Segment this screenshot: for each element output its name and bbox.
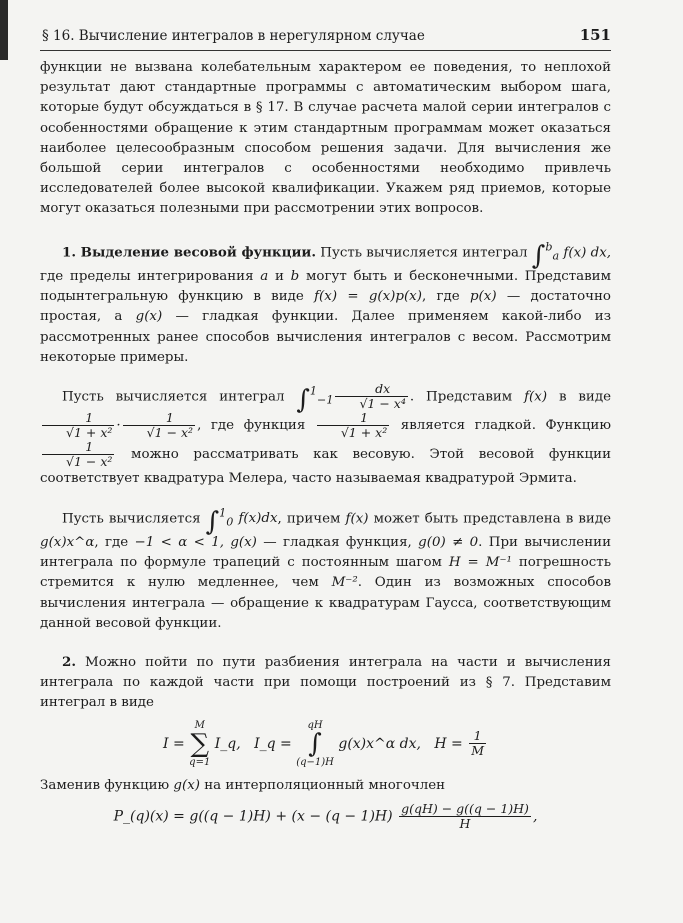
scan-edge [0,0,8,60]
page-number: 151 [579,26,611,44]
paragraph-splitting: 2. Можно пойти по пути разбиения интеграла на части и вычисления интеграла по каждой части при помощи построений из § 7. Представим интеграл в виде [40,654,611,711]
section-heading-2: 2. [62,654,76,671]
paragraph-intro: функции не вызвана колебательным характером ее поведения, то неплохой результат дают стандартные программы с автоматическим выбором шага, которые будут обсуждаться в § 17. В случае расчета малой серии интегралов с особенностями обращение к этим стандартным программам может оказаться наиболее целесообразным способом решения задачи. Для вычисления же большой серии интегралов с особенностями необходимо привлечь исследователей более высокой квалификации. Укажем ряд приемов, которые могут оказаться полезными при рассмотрении этих вопросов. [40,60,611,217]
paragraph-singular-example: Пусть вычисляется ∫$^1_0$ f(x)dx, причем f(x) может быть представлена в виде g(x)x^α, где −1 < α < 1, g(x) — гладкая функция, g(0) ≠ 0. При вычислении интеграла по формуле трапеций с постоянным шагом H = M⁻¹ погрешность стремится к нулю медленнее, чем M⁻². Один из возможных способов вычисления интеграла — обращение к квадратурам Гаусса, соответствующим данной весовой функции. [40,506,611,631]
formula-sum: I = M ∑ q=1 I_q, I_q = qH ∫ (q−1)H g(x)x^α dx, H = $\frac{1}{M}$ [163,719,484,768]
integral-a-b: ∫$^b_a$ [531,240,560,272]
fraction-weight-1: $\frac{1}{\text{√1 + x²}}$ [42,411,114,440]
fraction-weight-function: $\frac{1}{\text{√1 − x²}}$ [42,440,114,469]
header-rule [40,50,611,51]
paragraph-mehler-example: Пусть вычисляется интеграл ∫$^1_{-1}$ $\frac{dx}{\text{√1 − x⁴}}$ . Представим f(x) в виде $\frac{1}{\text{√1 + x²}}$ · $\frac{1}{\text{√1 − x²}}$ , где функция $\frac{1}{\text{√1 + x²}}$ является гладкой. Функцию $\frac{1}{\text{√1 − x²}}$ можно рассматривать как весовую. Этой весовой функции соответствует квадратура Мелера, часто называемая квадратурой Эрмита. [40,381,611,487]
page-body [40,58,611,839]
paragraph-weight-function: 1. Выделение весовой функции. Пусть вычисляется интеграл ∫$^b_a$ f(x) dx, где пределы интегрирования a и b могут быть и бесконечными. Представим подынтегральную функцию в виде f(x) = g(x)p(x), где p(x) — достаточно простая, а g(x) — гладкая функции. Далее применяем какой-либо из рассмотренных ранее способов вычисления интегралов с весом. Рассмотрим некоторые примеры. [40,240,612,365]
running-head: § 16. Вычисление интегралов в нерегулярном случае [42,28,425,44]
section-heading-1: 1. Выделение весовой функции. [62,244,316,261]
fraction-weight-2: $\frac{1}{\text{√1 − x²}}$ [123,411,195,440]
fraction-smooth: $\frac{1}{\text{√1 + x²}}$ [317,411,389,440]
formula-interpolation: P_(q)(x) = g((q − 1)H) + (x − (q − 1)H) $\frac{g(qH) - g((q - 1)H)}{H}$ , [113,800,538,831]
integral-0-1: ∫$^1_0$ f(x)dx [205,506,278,538]
integral-mehler: ∫$^1_{-1}$ $\frac{dx}{\text{√1 − x⁴}}$ [296,381,406,416]
paragraph-interpolation: Заменив функцию g(x) на интерполяционный многочлен [40,777,446,793]
page-header [40,26,611,50]
